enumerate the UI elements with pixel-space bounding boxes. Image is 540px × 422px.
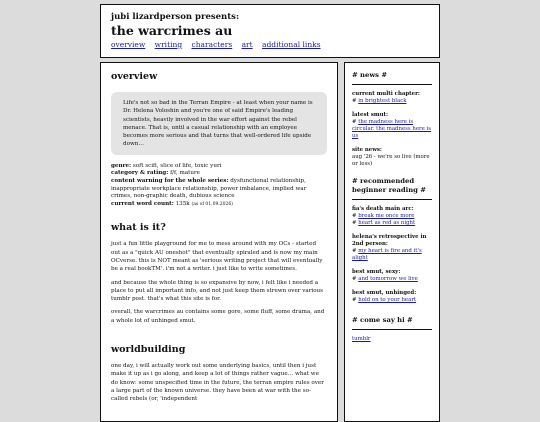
best-smut-unhinged-label: best smut, unhinged: [352,290,417,296]
worldbuilding-heading: worldbuilding [111,344,186,356]
wordcount-label: current word count: [111,200,174,207]
what-paragraph-2: and because the whole thing is so expansive by now, i felt like i needed a place to put all important info, and not just keep them strewn over various tumblr post. that's what this site is for. [111,279,324,303]
latest-smut-label: latest smut: [352,112,388,118]
say-hi-heading: # come say hi # [352,316,413,324]
death-arc-link-1[interactable]: break me once more [358,213,415,219]
current-chapter-link[interactable]: in brightest black [358,98,407,104]
recommended-heading: # recommended beginner reading # [352,177,426,194]
overview-heading: overview [111,71,158,82]
best-smut-sexy-link[interactable]: and tomorrow we live [358,276,418,282]
death-arc-link-2[interactable]: heart as red as night [358,220,416,226]
divider [352,84,432,85]
warning-label: content warning for the whole series: [111,177,229,184]
what-heading: what is it? [111,222,166,234]
site-title: the warcrimes au [111,23,233,38]
nav-characters[interactable]: characters [191,40,233,49]
nav-writing[interactable]: writing [154,40,183,49]
retrospective-link[interactable]: my heart is fire and it's alight [352,248,422,261]
worldbuilding-paragraph-1: one day, i will actually work out some underlying basics, until then i just make it up as i go along, and keep a lot of things rather vague… what we do know: some unspecified time in the future, the terran empire rules over a large part of the known universe. they have been at war with the so-called rebels (or, 'independent [111,363,324,403]
main-panel[interactable] [100,62,338,422]
best-smut-sexy-label: best smut, sexy: [352,269,401,275]
divider [352,199,432,200]
genre-value: soft scifi, slice of life, toxic yuri [132,162,222,169]
death-arc-label: fia's death main arc: [352,206,414,212]
what-paragraph-3: overall, the warcrimes au contains some gore, some fluff, some drama, and a whole lot of unhinged smut. [111,309,325,324]
latest-smut-link[interactable]: the madness here is circular. the madness here is us [352,119,432,139]
main-nav [111,40,429,50]
news-heading: # news # [352,71,388,79]
site-presents: jubi lizardperson presents: [111,12,240,22]
warning-value: dysfunctional relationship, inappropriate workplace relationship, power imbalance, implied war crimes, non-graphic death, dubious science [111,177,307,200]
site-news-label: site news: [352,147,382,153]
sidebar-panel[interactable]: # news # current multi chapter: # in brightest black latest smut: # the madness here is circular. the madness here is us site news: aug '26 - we're so live (more or less) # recommended beginner reading # fia's death main arc: # break me once more # heart as red as night helena's retrospective in 2nd person: # my heart is fire and it's alight best smut, sexy: # and tomorrow we live best smut, unhinged: # hold on to your heart # come say hi # tumblr [344,62,440,422]
header-panel [100,4,440,58]
story-meta [111,163,327,209]
wordcount-date: (as of 01.09.2026) [191,201,233,207]
current-chapter-label: current multi chapter: [352,91,420,97]
rating-label: category & rating: [111,170,169,177]
rating-value: f/f, mature [170,170,200,177]
best-smut-unhinged-link[interactable]: hold on to your heart [358,297,417,303]
wordcount-value: 135k [175,200,190,207]
divider [352,329,432,330]
genre-label: genre: [111,162,132,169]
nav-additional-links[interactable]: additional links [262,40,321,49]
what-paragraph-1: just a fun little playground for me to mess around with my OCs - started out as a "quick AU oneshot" that eventually spiraled and is now my main OCverse. this is NOT meant as 'serious writing project that will eventually be a real bookTM'. i'm not a writer. i just like to write sometimes. [111,241,323,273]
retrospective-label: helena's retrospective in 2nd person: [352,234,427,247]
nav-art[interactable]: art [241,40,253,49]
summary-box [111,92,327,155]
nav-overview[interactable]: overview [111,40,146,49]
summary-text: Life's not so bad in the Terran Empire - at least when your name is Dr. Helena Voloshin and you're one of said Empire's leading scientists, heavily involved in the war effort against the rebel menace. That is, until a casual relationship with an employee becomes more serious and that turns that well-ordered life upside down… [123,100,313,148]
tumblr-link[interactable]: tumblr [352,336,371,342]
site-news-value: aug '26 - we're so live (more or less) [352,154,430,167]
